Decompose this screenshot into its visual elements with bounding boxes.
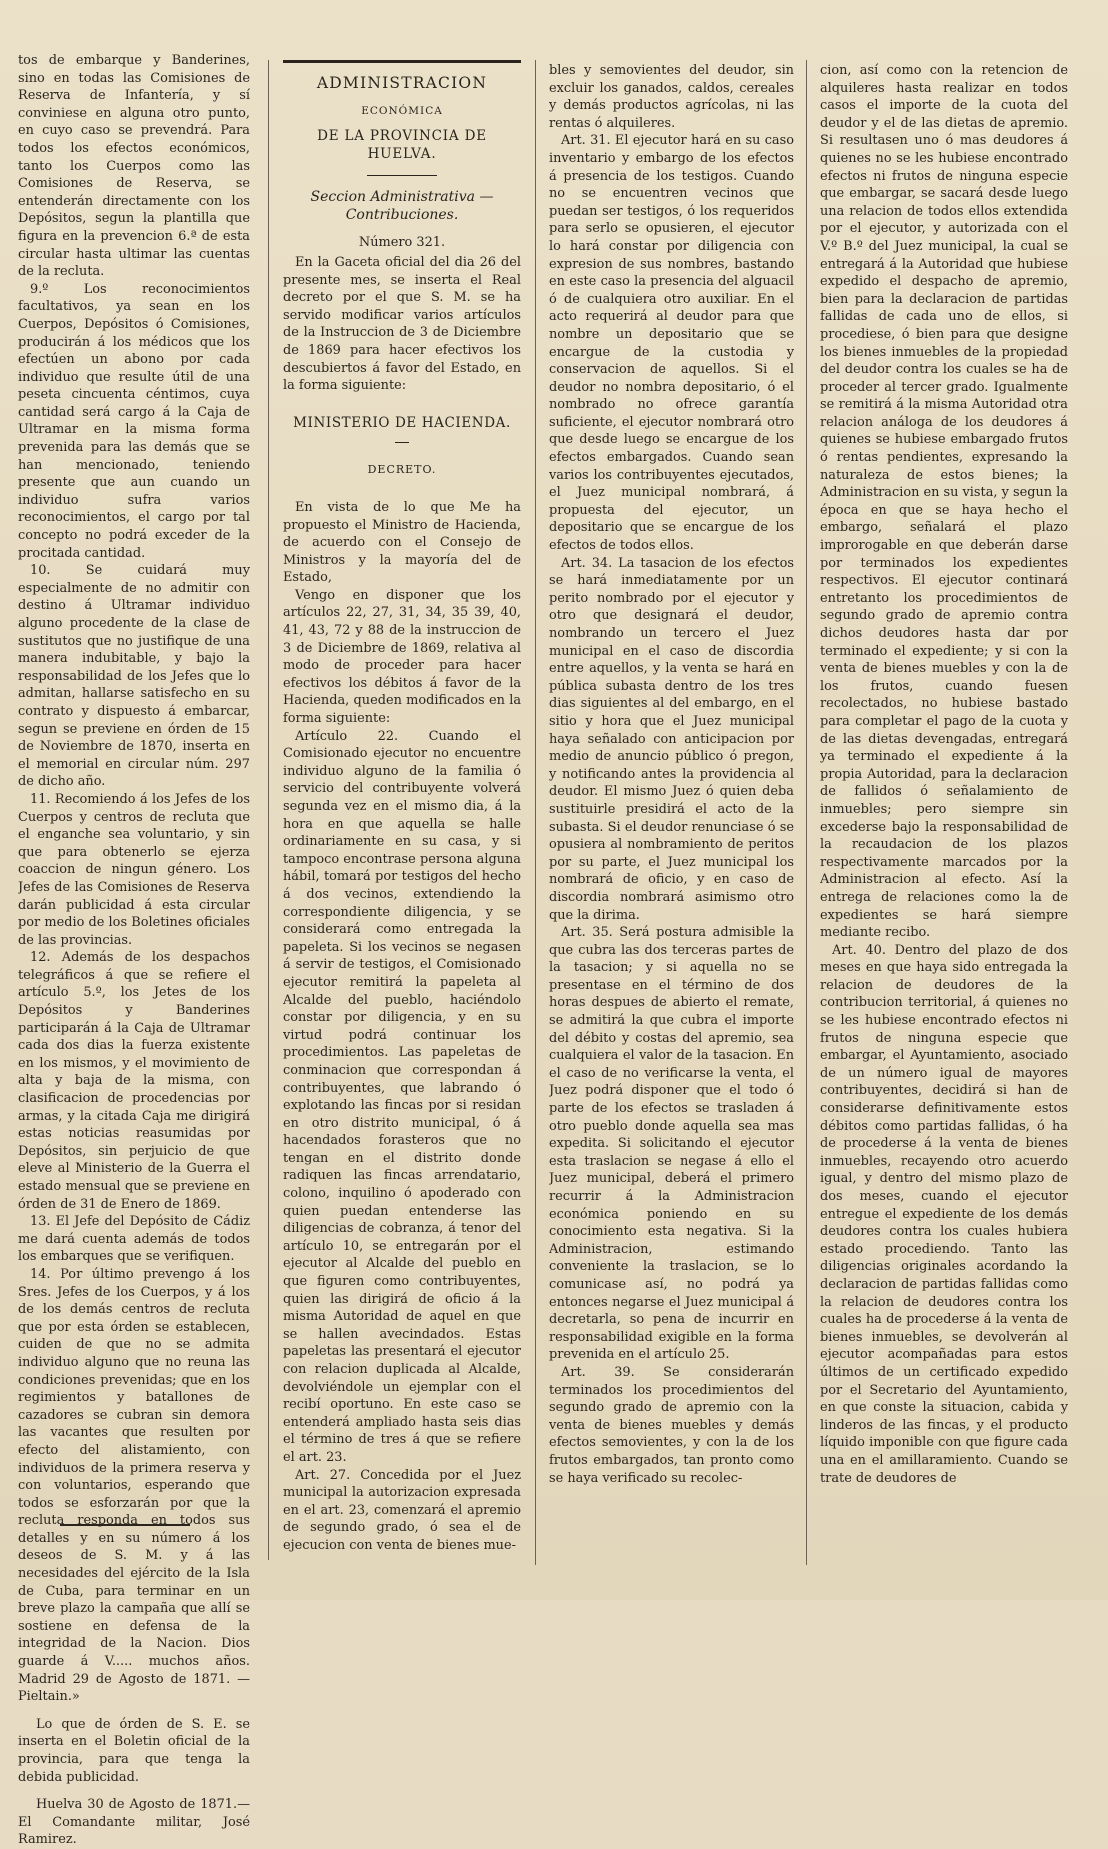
column-military-circular: [18, 52, 250, 1849]
paragraph-14: 14. Por último prevengo á los Sres. Jefes de los Cuerpos, y á los de los demás centros de recluta que por esta órden se establecen, cuiden de que no se admita individuo alguno que no reuna las condiciones prevenidas; que en los regimientos y batallones de cazadores se cubran sin demora las vacantes que resulten por efecto del alistamiento, con individuos de la primera reserva y con voluntarios, esperando que todos se esforzarán por que la recluta responda en todos sus detalles y en su número á los deseos de S. M. y á las necesidades del ejército de la Isla de Cuba, para terminar en un breve plazo la campaña que allí se sostiene en defensa de la integridad de la Nacion. Dios guarde á V..... muchos años. Madrid 29 de Agosto de 1871. —Pieltain.»: [18, 1266, 250, 1705]
signature-line: Huelva 30 de Agosto de 1871.—El Comandante militar, José Ramirez.: [18, 1797, 250, 1848]
ministry-heading: MINISTERIO DE HACIENDA.: [293, 414, 511, 431]
column-articles-39-40: [820, 62, 1068, 1487]
paragraph-gaceta: En la Gaceta oficial del dia 26 del presente mes, se inserta el Real decreto por el que S. M. se ha servido modificar varios artículos de la Instruccion de 3 de Diciembre de 1869 para hacer efectivos los descubiertos á favor del Estado, en la forma siguiente:: [283, 254, 521, 394]
notice-number: Número 321.: [358, 235, 446, 251]
article-31: Art. 31. El ejecutor hará en su caso inventario y embargo de los efectos á presencia de los testigos. Cuando no se encuentren vecinos que puedan ser testigos, ó los requeridos para serlo se opusieren, el ejecutor lo hará constar por diligencia con expresion de sus nombres, bastando en este caso la presencia del alguacil ó de cualquiera otro auxiliar. En el acto requerirá al deudor para que nombre un depositario que se encargue de la custodia y conservacion de aquellos. Si el deudor no nombra depositario, ó el nombrado no ofrece garantía suficiente, el ejecutor nombrará otro que desde luego se encargue de los efectos embargados. Cuando sean varios los contribuyentes ejecutados, el Juez municipal nombrará, á propuesta del ejecutor, un depositario que se encargue de los efectos de todos ellos.: [549, 133, 794, 554]
article-39: Art. 39. Se considerarán terminados los procedimientos del segundo grado de apremio con la venta de bienes muebles y demás efectos semovientes, y con la de los frutos embargados, tan pronto como se haya verificado su recolec-: [549, 1364, 794, 1486]
article-40: Art. 40. Dentro del plazo de dos meses en que haya sido entregada la relacion de deudores de la contribucion territorial, á quienes no se les hubiese encontrado efectos ni frutos de ninguna especie que embargar, el Ayuntamiento, asociado de un número igual de mayores contribuyentes, decidirá si han de considerarse definitivamente estos débitos como partidas fallidas, ó ha de procederse á la venta de bienes inmuebles, recayendo otro acuerdo igual, y dentro del mismo plazo de dos meses, cuando el ejecutor entregue el expediente de los demás deudores contra los cuales hubiera estado procediendo. Tanto las diligencias originales acordando la declaracion de partidas fallidas como la relacion de deudores contra los cuales ha de procederse á la venta de bienes inmuebles, se devolverán al ejecutor acompañadas para estos últimos de un certificado expedido por el Secretario del Ayuntamiento, en que conste la situacion, cabida y linderos de las fincas, y el producto líquido imponible con que figure cada una en el amillaramiento. Cuando se trate de deudores de: [820, 942, 1068, 1486]
article-35: Art. 35. Será postura admisible la que cubra las dos terceras partes de la tasacion; y si aquella no se presentase en el término de dos horas despues de abierto el remate, se admitirá la que cubra el importe del débito y costas del apremio, sea cualquiera el valor de la tasacion. En el caso de no verificarse la venta, el Juez podrá disponer que el todo ó parte de los efectos se trasladen á otro pueblo donde aquella sea mas expedita. Si solicitando el ejecutor esta traslacion se negase á ello el Juez municipal, deberá el primero recurrir á la Administracion económica poniendo en su conocimiento esta negativa. Si la Administracion, estimando conveniente la traslacion, se lo comunicase así, no podrá ya entonces negarse el Juez municipal á decretarla, so pena de incurrir en responsabilidad exigible en la forma prevenida en el artículo 25.: [549, 925, 794, 1363]
paragraph-preamble: En vista de lo que Me ha propuesto el Ministro de Hacienda, de acuerdo con el Consejo de Ministros y la mayoría del de Estado,: [283, 499, 521, 586]
paragraph-11: 11. Recomiendo á los Jefes de los Cuerpos y centros de recluta que el enganche sea voluntario, y sin que para obtenerlo se ejerza coaccion de ningun género. Los Jefes de las Comisiones de Reserva darán publicidad á esta circular por medio de los Boletines oficiales de las provincias.: [18, 791, 250, 948]
column-divider: [806, 60, 807, 1565]
article-22: Artículo 22. Cuando el Comisionado ejecutor no encuentre individuo alguno de la familia ó servicio del contribuyente volverá segunda vez en el mismo dia, á la hora en que aquella se halle ordinariamente en su casa, y si tampoco encontrase persona alguna hábil, tomará por testigos del hecho á dos vecinos, extendiendo la correspondiente diligencia, y se considerará como entregada la papeleta. Si los vecinos se negasen á servir de testigos, el Comisionado ejecutor remitirá la papeleta al Alcalde del pueblo, haciéndolo constar por diligencia, y en su virtud podrá continuar los procedimientos. Las papeletas de conminacion que correspondan á contribuyentes, que labrando ó explotando las fincas por si residan en otro distrito municipal, ó á hacendados forasteros que no tengan en el distrito donde radiquen las fincas arrendatario, colono, inquilino ó apoderado con quien puedan entenderse las diligencias de cobranza, á tenor del artículo 10, se entregarán por el ejecutor al Alcalde del pueblo en que figuren como contribuyentes, quien las dirigirá de oficio á la misma Autoridad de aquel en que se hallen avecindados. Estas papeletas las presentará el ejecutor con relacion duplicada al Alcalde, devolviéndole un ejemplar con el recibí oportuno. En este caso se entenderá ampliado hasta seis dias el término de tres á que se refiere el art. 23.: [283, 728, 521, 1465]
masthead-province: DE LA PROVINCIA DE HUELVA.: [317, 128, 487, 162]
paragraph-continued: bles y semovientes del deudor, sin excluir los ganados, caldos, cereales y demás productos agrícolas, ni las rentas ó alquileres.: [549, 63, 794, 131]
article-27: Art. 27. Concedida por el Juez municipal la autorizacion expresada en el art. 23, comenzará el apremio de segundo grado, ó sea el de ejecucion con venta de bienes mue-: [283, 1467, 521, 1553]
paragraph-continued: cion, así como con la retencion de alquileres hasta realizar en todos casos el importe de la cuota del deudor y el de las dietas de apremio. Si resultasen uno ó mas deudores á quienes no se les hubiese encontrado efectos ni frutos de ninguna especie que embargar, se sacará desde luego una relacion de todos ellos extendida por el ejecutor, y autorizada con el V.º B.º del Juez municipal, la cual se entregará á la Autoridad que hubiese expedido el despacho de apremio, bien para la declaracion de partidas fallidas de cada uno de ellos, si procediese, ó bien para que designe los bienes inmuebles de la propiedad del deudor contra los cuales se ha de proceder al tercer grado. Igualmente se remitirá á la misma Autoridad otra relacion análoga de los deudores á quienes se hubiese embargado frutos ó rentas pendientes, expresando la naturaleza de estos bienes; la Administracion en su vista, y segun la época en que se haya hecho el embargo, señalará el plazo improrogable en que deberán darse por terminados los expedientes respectivos. El ejecutor continará entretanto los procedimientos de segundo grado de apremio contra dichos deudores hasta dar por terminado el expediente; y si con la venta de bienes muebles y con la de los frutos, cuando fuesen recolectados, no hubiese bastado para completar el pago de la cuota y de las dietas devengadas, entregará ya terminado el expediente á la propia Autoridad, para la declaracion de fallidos ó señalamiento de inmuebles; pero siempre sin excederse bajo la responsabilidad de la recaudacion de los plazos respectivamente marcados por la Administracion al efecto. Así la entrega de relaciones como la de expedientes se hará siempre mediante recibo.: [820, 63, 1068, 941]
paragraph: tos de embarque y Banderines, sino en todas las Comisiones de Reserva de Infantería, y sí conviniese en alguna otro punto, en cuyo caso se prevendrá. Para todos los efectos económicos, tanto los Cuerpos como las Comisiones de Reserva, se entenderán directamente con los Depósitos, segun la plantilla que figura en la prevencion 6.ª de esta circular hasta ultimar las cuentas de la recluta.: [18, 53, 250, 280]
column-administration: [283, 60, 521, 1555]
masthead-rule: [283, 60, 521, 63]
paragraph-13: 13. El Jefe del Depósito de Cádiz me dará cuenta además de todos los embarques que se verifiquen.: [18, 1214, 250, 1265]
column-divider: [268, 60, 269, 1560]
closing-rule: [60, 1524, 190, 1526]
column-divider: [535, 60, 536, 1565]
publication-note: Lo que de órden de S. E. se inserta en el Boletin oficial de la provincia, para que tenga la debida publicidad.: [18, 1716, 250, 1785]
ministry-divider: [395, 442, 409, 443]
column-articles-31-39: [549, 62, 794, 1487]
article-34: Art. 34. La tasacion de los efectos se hará inmediatamente por un perito nombrado por el ejecutor y otro que designará el deudor, nombrando un tercero el Juez municipal en el caso de discordia entre aquellos, y la venta se hará en pública subasta dentro de los tres dias siguientes al del embargo, en el sitio y hora que el Juez municipal haya señalado con anticipacion por medio de anuncio público ó pregon, y notificando antes la providencia al deudor. El mismo Juez ó quien deba sustituirle presidirá el acto de la subasta. Si el deudor renunciase ó se opusiera al nombramiento de peritos por su parte, el Juez municipal los nombrará de oficio, y en caso de discordia nombrará asimismo otro que la dirima.: [549, 555, 794, 923]
masthead-subtitle: ECONÓMICA: [361, 104, 443, 117]
paragraph-10: 10. Se cuidará muy especialmente de no admitir con destino á Ultramar individuo alguno procedente de la clase de sustitutos que no justifique de una manera indubitable, y bajo la responsabilidad de los Jefes que lo admitan, hallarse satisfecho en su contrato y dispuesto á embarcar, segun se previene en órden de 15 de Noviembre de 1870, inserta en el memorial en circular núm. 297 de dicho año.: [18, 563, 250, 790]
masthead-title: ADMINISTRACION: [316, 74, 488, 92]
decree-heading: DECRETO.: [367, 463, 437, 477]
paragraph-9: 9.º Los reconocimientos facultativos, ya sean en los Cuerpos, Depósitos ó Comisiones, producirán á los médicos que los efectúen un abono por cada individuo que resulte útil de una peseta cincuenta céntimos, cuya cantidad será cargo á la Caja de Ultramar en la misma forma prevenida para las demás que se han mencionado, teniendo presente que aun cuando un individuo sufra varios reconocimientos, el cargo por tal concepto no podrá exceder de la procitada cantidad.: [18, 281, 250, 561]
section-heading: Seccion Administrativa —Contribuciones.: [310, 189, 494, 224]
masthead-divider: [367, 175, 437, 176]
section-masthead: [283, 60, 521, 176]
paragraph-vengo: Vengo en disponer que los artículos 22, 27, 31, 34, 35 39, 40, 41, 43, 72 y 88 de la instruccion de 3 de Diciembre de 1869, relativa al modo de proceder para hacer efectivos los débitos á favor de la Hacienda, queden modificados en la forma siguiente:: [283, 587, 521, 727]
paragraph-12: 12. Además de los despachos telegráficos á que se refiere el artículo 5.º, los Jetes de los Depósitos y Banderines participarán á la Caja de Ultramar cada dos dias la fuerza existente en los mismos, y el movimiento de alta y baja de la misma, con clasificacion de procedencias por armas, y la citada Caja me dirigirá estas noticias reasumidas por Depósitos, sin perjuicio de que eleve al Ministerio de la Guerra el estado mensual que se previene en órden de 31 de Enero de 1869.: [18, 950, 250, 1212]
